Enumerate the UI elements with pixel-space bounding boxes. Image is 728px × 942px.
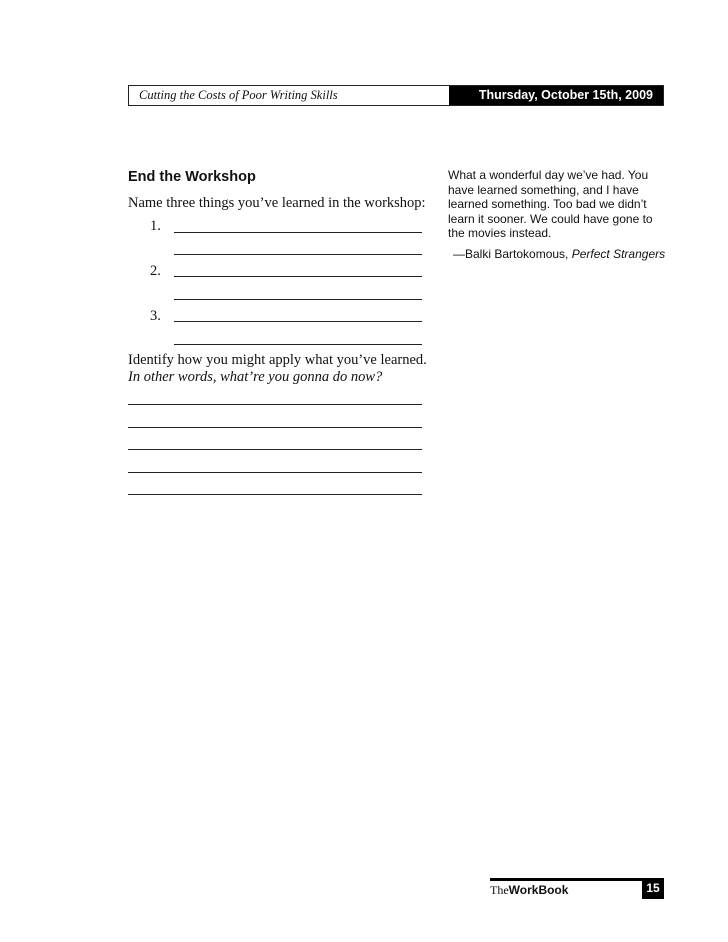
item-number-2: 2. (150, 263, 161, 279)
page-number: 15 (642, 878, 664, 899)
answer-line-2a[interactable] (174, 276, 422, 277)
answer-line-1b[interactable] (174, 254, 422, 255)
apply-line-4[interactable] (128, 472, 422, 473)
prompt-apply-italic: In other words, what’re you gonna do now? (128, 369, 383, 385)
footer-brand (490, 883, 568, 898)
attribution-name: —Balki Bartokomous, (453, 247, 569, 261)
item-number-3: 3. (150, 308, 161, 324)
prompt-learned: Name three things you’ve learned in the workshop: (128, 195, 426, 211)
brand-name: WorkBook (508, 883, 569, 897)
quote-attribution (453, 247, 665, 261)
apply-line-2[interactable] (128, 427, 422, 428)
attribution-work: Perfect Strangers (571, 247, 666, 261)
apply-line-1[interactable] (128, 404, 422, 405)
sidebar-quote: What a wonderful day we’ve had. You have learned something, and I have learned something. Too bad we didn’t learn it sooner. We could have gone to the movies instead. (448, 168, 653, 240)
apply-line-5[interactable] (128, 494, 422, 495)
apply-line-3[interactable] (128, 449, 422, 450)
item-number-1: 1. (150, 218, 161, 234)
answer-line-2b[interactable] (174, 299, 422, 300)
footer-rule (490, 878, 664, 881)
brand-prefix: The (490, 883, 509, 897)
header-date: Thursday, October 15th, 2009 (449, 86, 663, 105)
answer-line-1a[interactable] (174, 232, 422, 233)
answer-line-3b[interactable] (174, 344, 422, 345)
running-header (128, 85, 664, 106)
section-title: End the Workshop (128, 169, 256, 185)
header-title: Cutting the Costs of Poor Writing Skills (139, 88, 338, 102)
prompt-apply-text: Identify how you might apply what you’ve learned. (128, 352, 427, 368)
answer-line-3a[interactable] (174, 321, 422, 322)
prompt-apply (128, 352, 428, 386)
